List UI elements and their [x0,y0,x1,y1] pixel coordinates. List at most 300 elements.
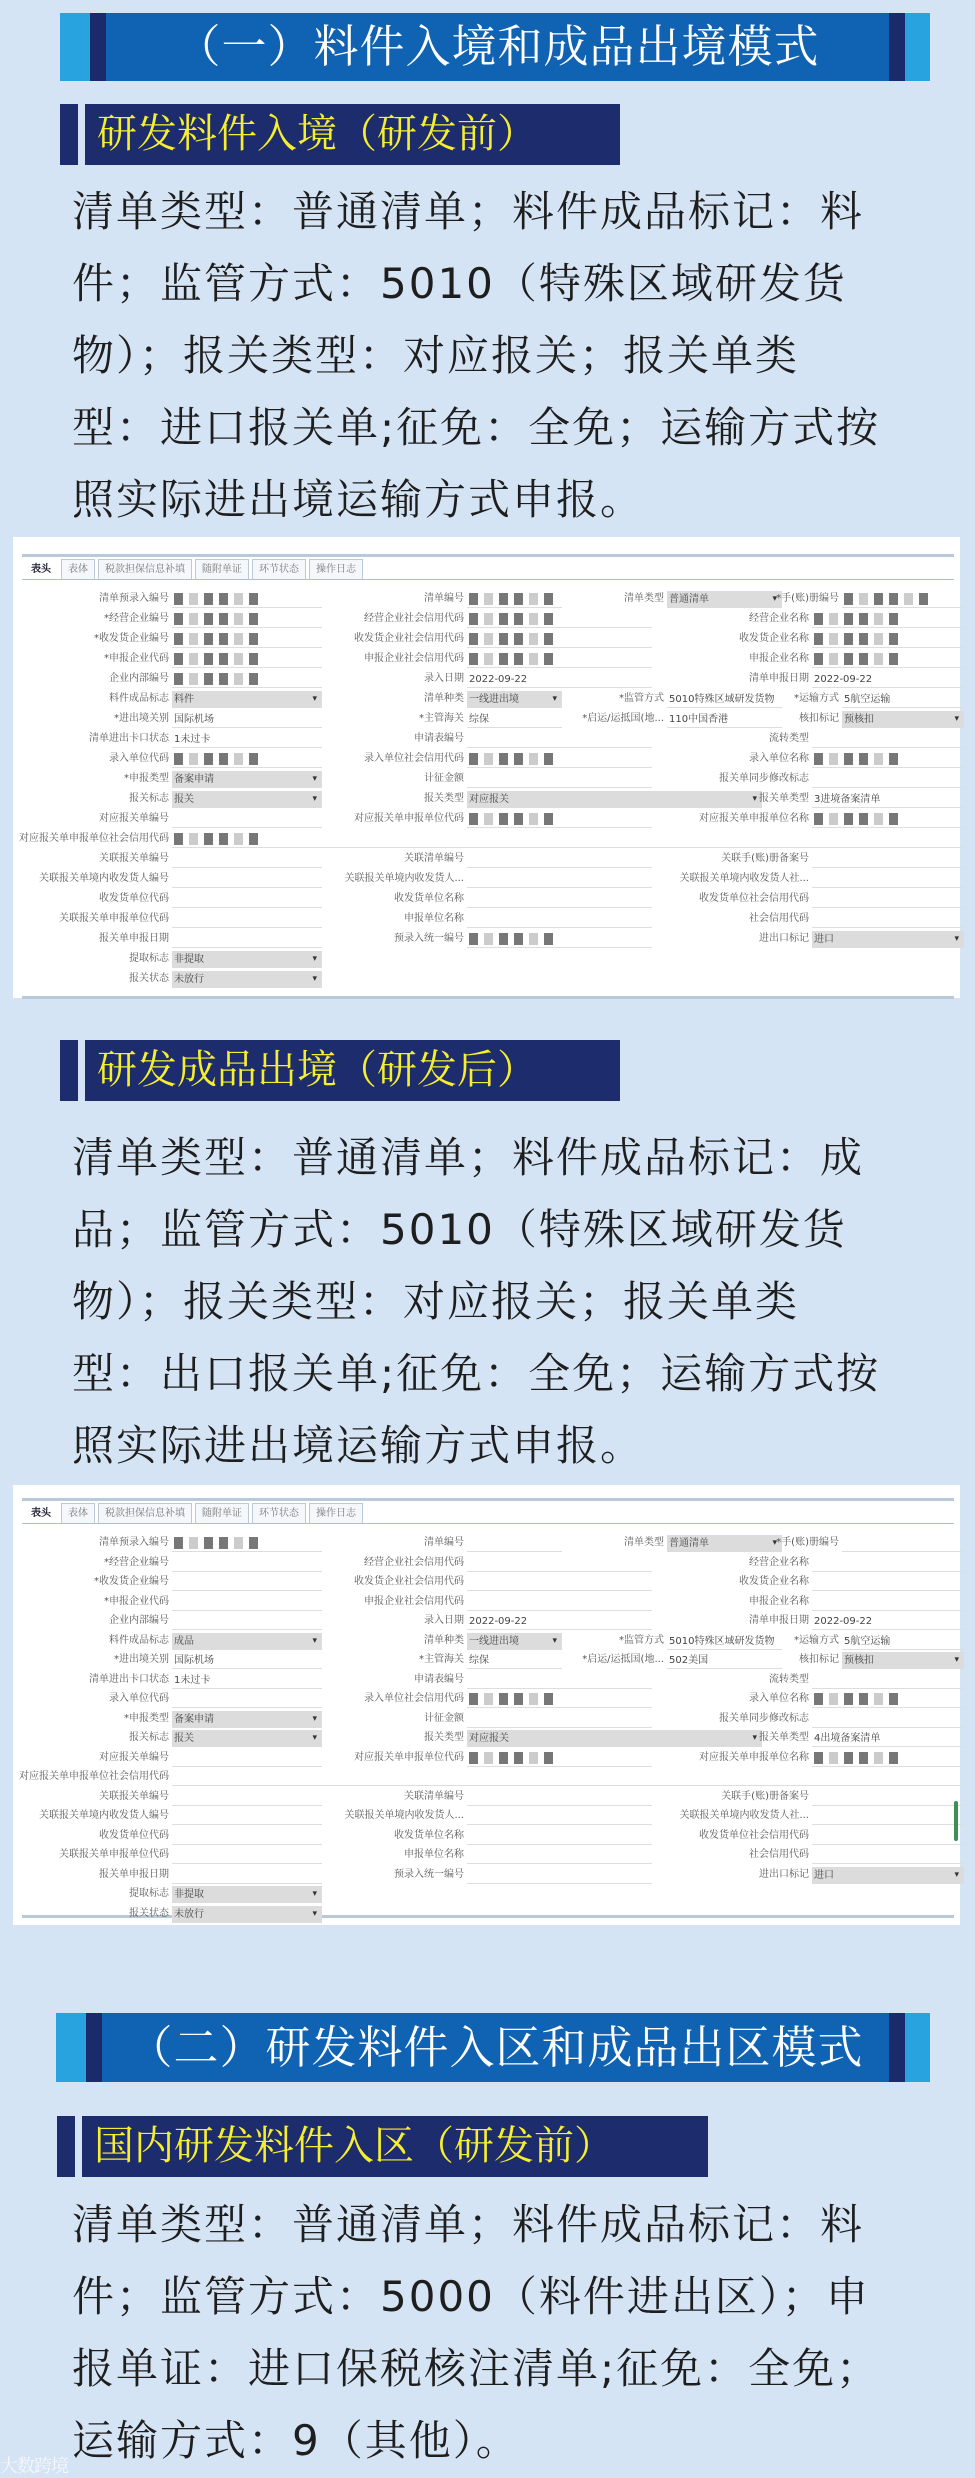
field-label: 关联报关单申报单位代码 [59,913,169,924]
field-select[interactable] [467,1730,762,1747]
redacted-block [514,653,523,665]
field-label: 核扣标记 [799,713,839,724]
tab-1[interactable]: 表体 [61,1503,95,1523]
field-input[interactable] [467,1750,652,1767]
field-input[interactable] [172,671,322,688]
form-field [759,789,964,809]
field-input[interactable] [812,1691,964,1708]
field-input[interactable] [172,931,322,948]
tab-2[interactable]: 税款担保信息补填 [98,559,192,579]
field-input[interactable] [812,1672,964,1689]
redacted-block [889,813,898,825]
field-input[interactable] [172,731,322,748]
form-row [22,1611,954,1631]
tab-0[interactable]: 表头 [24,1503,58,1523]
field-label: 预录入统一编号 [394,1868,464,1880]
field-input[interactable] [667,1652,782,1669]
redacted-block [234,673,243,685]
field-input[interactable] [172,1789,322,1806]
form-row [22,969,954,989]
form-field [364,1689,652,1709]
form-row [22,869,954,889]
field-input[interactable] [172,1652,322,1669]
form-row [22,1670,954,1690]
subheader-title: 研发料件入境（研发前） [85,104,620,165]
form-field [404,849,652,869]
redacted-block [484,1693,493,1705]
redacted-block [814,753,823,765]
form-field [109,1631,322,1651]
tab-2[interactable]: 税款担保信息补填 [98,1503,192,1523]
field-select[interactable] [812,1867,964,1884]
field-input[interactable] [812,1750,964,1767]
form-row [22,649,954,669]
field-input[interactable] [172,1808,322,1825]
redacted-block [844,813,853,825]
field-label: 申报企业社会信用代码 [364,1595,464,1607]
redacted-block [469,653,478,665]
field-input[interactable] [842,1535,964,1552]
field-input[interactable] [467,651,652,668]
form-row [22,809,954,829]
field-input[interactable] [172,651,322,668]
field-input[interactable] [467,711,562,728]
field-select[interactable] [172,951,322,968]
field-input[interactable] [667,711,782,728]
redacted-block [529,933,538,945]
redacted-block [889,613,898,625]
field-input[interactable] [172,1828,322,1845]
field-input[interactable] [812,651,964,668]
field-label: 录入单位社会信用代码 [364,1693,464,1704]
field-label: 流转类型 [769,1673,809,1685]
form-field [404,1787,652,1807]
form-row [22,689,954,709]
field-select[interactable] [467,791,762,808]
field-input[interactable] [467,731,652,748]
redacted-block [249,753,258,765]
field-input[interactable] [467,1808,652,1825]
redacted-block [499,813,508,825]
field-label: 关联报关单境内收发货人编号 [39,1810,169,1821]
field-input[interactable] [467,591,562,608]
redacted-block [249,673,258,685]
field-label: 提取标志 [129,1888,169,1899]
tab-4[interactable]: 环节状态 [252,1503,306,1523]
field-value: 进口 [814,934,834,945]
redacted-block [469,633,478,645]
field-input[interactable] [467,871,652,888]
redacted-block [514,633,523,645]
field-input[interactable] [467,1535,562,1552]
tab-1[interactable]: 表体 [61,559,95,579]
field-input[interactable] [467,931,652,948]
redacted-block [844,1752,853,1764]
field-value: 综保 [469,714,489,725]
form-row [22,1884,954,1904]
form-field [739,1572,964,1592]
field-label: 清单编号 [424,1537,464,1548]
field-input[interactable] [812,871,964,888]
field-input[interactable] [667,691,782,708]
field-input[interactable] [172,1867,322,1884]
field-input[interactable] [172,611,322,628]
tab-3[interactable]: 随附单证 [195,1503,249,1523]
form-row [22,1748,954,1768]
field-label: *主管海关 [419,713,464,724]
field-select[interactable] [812,931,964,948]
redacted-block [874,633,883,645]
field-label: 经营企业名称 [749,1556,809,1568]
field-value: 进口 [814,1869,834,1881]
field-input[interactable] [842,591,964,608]
field-label: 报关单类型 [759,1732,809,1743]
field-input[interactable] [172,1613,322,1630]
redacted-block [814,1693,823,1705]
field-input[interactable] [172,631,322,648]
field-select[interactable] [842,711,964,728]
field-value: 对应报关 [469,1733,509,1744]
section-title: （一）料件入境和成品出境模式 [90,13,905,81]
field-label: 收发货企业社会信用代码 [354,633,464,644]
field-select[interactable] [172,691,322,708]
field-input[interactable] [812,731,964,748]
field-select[interactable] [467,691,562,708]
field-input[interactable] [812,671,964,688]
field-input[interactable] [812,1808,964,1825]
field-input[interactable] [812,851,964,868]
redacted-block [204,633,213,645]
field-select[interactable] [667,1535,782,1552]
form-field [394,889,652,909]
field-label: 收发货单位名称 [394,1829,464,1841]
field-select[interactable] [467,1633,562,1650]
field-label: 申报单位名称 [404,1849,464,1860]
field-input[interactable] [467,1574,652,1591]
field-label: *启运/运抵国(地... [582,1654,664,1665]
field-label: 关联清单编号 [404,1790,464,1802]
field-select[interactable] [172,771,322,788]
field-input[interactable] [172,1535,322,1552]
text-line: 物）；报关类型：对应报关；报关单类 [72,1277,800,1326]
field-input[interactable] [172,711,322,728]
form-field [344,1806,652,1826]
tab-bar [22,1501,954,1524]
redacted-block [499,753,508,765]
field-input[interactable] [812,811,964,828]
redacted-block [234,653,243,665]
redacted-block [174,613,183,625]
redacted-block [844,1693,853,1705]
form-field [99,1533,322,1553]
form-row [22,1533,954,1553]
text-line: 运输方式：9（其他）。 [72,2416,520,2465]
field-value: 3进境备案清单 [814,794,881,805]
field-input[interactable] [812,1828,964,1845]
field-input[interactable] [812,751,964,768]
field-label: *手(账)册编号 [776,1537,839,1548]
field-input[interactable] [467,1672,652,1689]
redacted-block [544,933,553,945]
form-field [129,789,322,809]
field-input[interactable] [812,1789,964,1806]
field-label: 关联手(账)册备案号 [721,1790,809,1802]
redacted-block [874,813,883,825]
field-select[interactable] [172,971,322,988]
field-label: 关联报关单境内收发货人社... [679,1810,809,1821]
redacted-block [919,593,928,605]
field-input[interactable] [467,1613,652,1630]
subheader-title: 研发成品出境（研发后） [85,1040,620,1101]
watermark: 大数跨境 [0,2456,68,2477]
field-input[interactable] [842,691,964,708]
form-row [22,769,954,789]
field-input[interactable] [812,1847,964,1864]
tab-5[interactable]: 操作日志 [309,1503,363,1523]
field-label: *启运/运抵国(地... [582,713,664,724]
form-field [39,869,322,889]
field-input[interactable] [467,1711,652,1728]
field-input[interactable] [172,751,322,768]
field-input[interactable] [812,1555,964,1572]
field-label: *主管海关 [419,1654,464,1665]
redacted-block [829,1752,838,1764]
field-input[interactable] [172,1750,322,1767]
redacted-block [529,1752,538,1764]
field-input[interactable] [172,871,322,888]
description-2 [72,1122,880,1482]
redacted-block [234,633,243,645]
field-input[interactable] [172,811,322,828]
field-select[interactable] [172,1633,322,1650]
form-field [19,829,964,849]
form-field [394,929,652,949]
description-1 [72,176,880,536]
redacted-block [249,833,258,845]
field-input[interactable] [172,1574,322,1591]
form-field [99,589,322,609]
form-field [129,969,322,989]
redacted-block [844,633,853,645]
form-field [19,1767,964,1787]
field-input[interactable] [467,1867,652,1884]
redacted-block [544,633,553,645]
redacted-block [874,613,883,625]
field-input[interactable] [467,1594,652,1611]
field-input[interactable] [812,791,964,808]
field-input[interactable] [467,1652,562,1669]
field-label: 进出口标记 [759,933,809,944]
field-select[interactable] [172,1711,322,1728]
field-label: 企业内部编号 [109,673,169,684]
field-input[interactable] [172,911,322,928]
redacted-block [204,653,213,665]
field-label: 对应报关单申报单位社会信用代码 [19,833,169,844]
redacted-block [219,593,228,605]
field-label: 关联报关单编号 [99,1790,169,1802]
form-field [424,789,762,809]
field-input[interactable] [172,1691,322,1708]
form-row [19,1767,954,1787]
form-field [354,1748,652,1768]
field-input[interactable] [172,1594,322,1611]
field-value: 502美国 [669,1655,709,1666]
form-field [769,1670,964,1690]
field-input[interactable] [812,771,964,788]
field-label: 收发货单位社会信用代码 [699,1829,809,1841]
tab-5[interactable]: 操作日志 [309,559,363,579]
field-input[interactable] [467,671,652,688]
redacted-block [514,593,523,605]
field-input[interactable] [467,611,652,628]
field-label: 清单预录入编号 [99,593,169,604]
field-input[interactable] [467,771,652,788]
redacted-block [814,1752,823,1764]
field-select[interactable] [172,791,322,808]
form-row [22,709,954,729]
redacted-block [174,1537,183,1549]
redacted-block [484,653,493,665]
form-row [22,789,954,809]
redacted-block [249,593,258,605]
tab-0[interactable]: 表头 [24,559,58,579]
form-row [22,949,954,969]
redacted-block [544,593,553,605]
form-field [109,749,322,769]
form-row [22,1845,954,1865]
redacted-block [174,833,183,845]
redacted-block [889,653,898,665]
field-input[interactable] [172,1847,322,1864]
field-input[interactable] [812,1730,964,1747]
field-label: 清单种类 [424,693,464,704]
field-select[interactable] [667,591,782,608]
field-input[interactable] [467,851,652,868]
field-label: 收发货企业社会信用代码 [354,1576,464,1587]
field-label: 料件成品标志 [109,693,169,704]
redacted-block [544,813,553,825]
redacted-block [484,1752,493,1764]
redacted-block [234,753,243,765]
redacted-block [844,613,853,625]
field-label: 清单种类 [424,1634,464,1646]
form-field [776,589,964,609]
field-input[interactable] [172,851,322,868]
redacted-block [484,633,493,645]
form-row [22,1826,954,1846]
field-label: 录入单位代码 [109,1693,169,1704]
field-label: 收发货单位代码 [99,893,169,904]
field-label: 对应报关单申报单位名称 [699,813,809,824]
form-row [22,629,954,649]
field-input[interactable] [172,831,964,848]
field-select[interactable] [172,1886,322,1903]
accent-stripe [60,1040,78,1101]
redacted-block [469,593,478,605]
field-select[interactable] [842,1652,964,1669]
field-input[interactable] [467,1847,652,1864]
section-header-2 [56,2013,930,2082]
field-input[interactable] [467,911,652,928]
form-field [89,729,322,749]
field-input[interactable] [812,611,964,628]
redacted-block [249,653,258,665]
field-label: 报关单同步修改标志 [719,1712,809,1724]
subheader-title: 国内研发料件入区（研发前） [82,2116,708,2177]
field-input[interactable] [467,1555,652,1572]
form-field [749,1592,964,1612]
field-input[interactable] [812,631,964,648]
field-input[interactable] [172,1769,964,1786]
field-value: 国际机场 [174,714,214,725]
redacted-block [514,813,523,825]
redacted-block [484,593,493,605]
redacted-block [829,753,838,765]
text-line: 型：出口报关单;征免：全免；运输方式按 [72,1349,881,1398]
field-input[interactable] [812,1613,964,1630]
form-field [749,1845,964,1865]
field-input[interactable] [812,891,964,908]
field-input[interactable] [467,631,652,648]
field-label: *收发货企业编号 [94,633,169,644]
redacted-block [514,613,523,625]
field-select[interactable] [172,1906,322,1923]
field-input[interactable] [812,911,964,928]
form-field [129,1884,322,1904]
field-input[interactable] [467,751,652,768]
field-input[interactable] [812,1594,964,1611]
form-field [94,1572,322,1592]
field-input[interactable] [812,1711,964,1728]
field-label: 录入日期 [424,673,464,684]
tab-4[interactable]: 环节状态 [252,559,306,579]
field-input[interactable] [812,1574,964,1591]
field-input[interactable] [172,1555,322,1572]
scrollbar[interactable] [954,1801,958,1841]
field-input[interactable] [172,1672,322,1689]
field-input[interactable] [467,1691,652,1708]
field-label: 报关单类型 [759,793,809,804]
field-label: 关联报关单境内收发货人... [344,1810,464,1821]
form-row [22,1728,954,1748]
redacted-block [514,1693,523,1705]
form-field [699,809,964,829]
form-field [59,909,322,929]
field-input[interactable] [172,891,322,908]
form-field [104,1553,322,1573]
field-input[interactable] [467,1789,652,1806]
field-input[interactable] [467,811,652,828]
tab-3[interactable]: 随附单证 [195,559,249,579]
field-label: *进出境关别 [114,713,169,724]
field-input[interactable] [467,1828,652,1845]
field-label: 对应报关单申报单位代码 [354,1751,464,1763]
form-field [749,609,964,629]
field-input[interactable] [667,1633,782,1650]
redacted-block [469,813,478,825]
field-label: 申报企业社会信用代码 [364,653,464,664]
form-field [424,1611,652,1631]
field-select[interactable] [172,1730,322,1747]
field-label: 关联报关单申报单位代码 [59,1849,169,1860]
field-input[interactable] [467,891,652,908]
field-input[interactable] [172,591,322,608]
field-label: 清单进出卡口状态 [89,733,169,744]
field-input[interactable] [842,1633,964,1650]
form-row [22,929,954,949]
field-label: 对应报关单申报单位社会信用代码 [19,1771,169,1782]
form-field [109,1689,322,1709]
